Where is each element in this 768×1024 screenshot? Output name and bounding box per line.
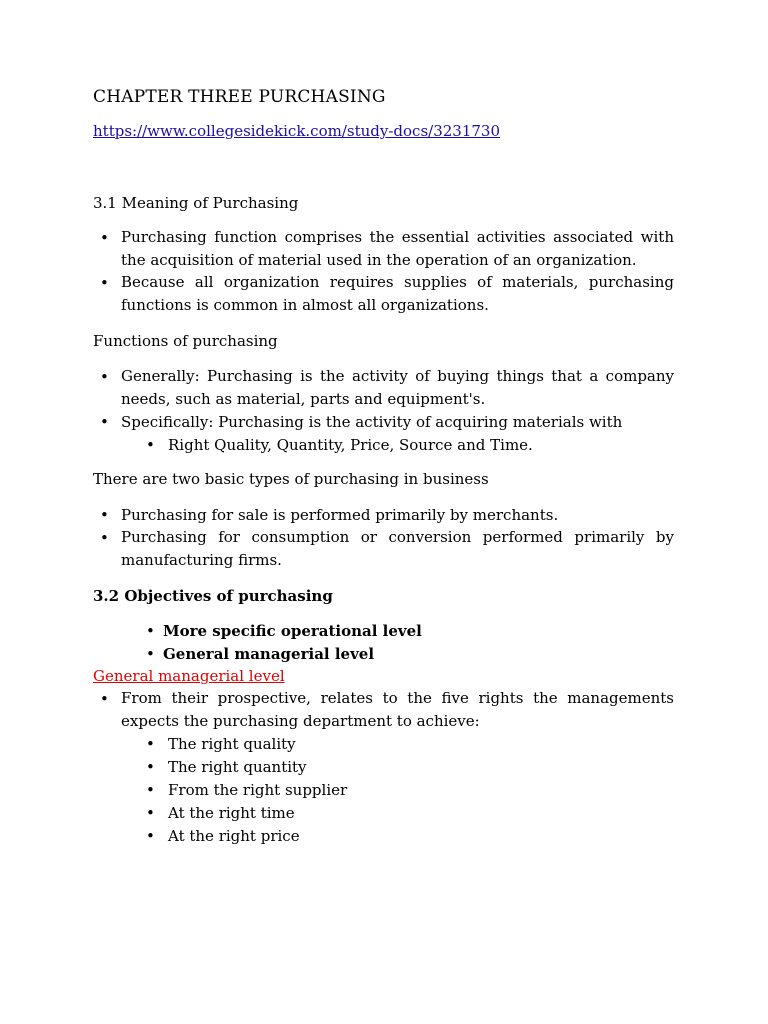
list-item: Purchasing for consumption or conversion performed primarily by manufacturing firms. xyxy=(121,528,674,569)
functions-heading: Functions of purchasing xyxy=(93,332,278,350)
chapter-title: CHAPTER THREE PURCHASING xyxy=(93,87,386,107)
bullet-icon: • xyxy=(146,622,155,640)
bullet-icon: • xyxy=(100,229,109,247)
list-item: More specific operational level xyxy=(163,622,422,640)
list-item: Generally: Purchasing is the activity of buying things that a company needs, such as material, parts and equipment's. xyxy=(121,367,674,408)
sub-list-item: The right quantity xyxy=(168,758,307,776)
types-heading: There are two basic types of purchasing in business xyxy=(93,470,489,488)
list-item: Purchasing for sale is performed primarily by merchants. xyxy=(121,506,559,524)
list-item: General managerial level xyxy=(163,645,375,663)
bullet-icon: • xyxy=(146,758,155,776)
general-managerial-heading: General managerial level xyxy=(93,667,285,685)
bullet-icon: • xyxy=(100,529,109,547)
bullet-icon: • xyxy=(100,274,109,292)
bullet-icon: • xyxy=(146,735,155,753)
bullet-icon: • xyxy=(146,827,155,845)
bullet-icon: • xyxy=(100,368,109,386)
section-3-1-heading: 3.1 Meaning of Purchasing xyxy=(93,194,299,212)
bullet-icon: • xyxy=(100,506,109,524)
section-3-2-heading: 3.2 Objectives of purchasing xyxy=(93,587,333,605)
bullet-icon: • xyxy=(146,804,155,822)
bullet-icon: • xyxy=(146,781,155,799)
bullet-icon: • xyxy=(146,436,155,454)
bullet-icon: • xyxy=(100,690,109,708)
list-item: Purchasing function comprises the essential activities associated with the acquisition of material used in the operation of an organization. xyxy=(121,228,674,269)
sub-list-item: At the right time xyxy=(168,804,295,822)
bullet-icon: • xyxy=(100,413,109,431)
sub-list-item: Right Quality, Quantity, Price, Source and Time. xyxy=(168,436,533,454)
sub-list-item: The right quality xyxy=(168,735,296,753)
list-item: From their prospective, relates to the five rights the managements expects the purchasing department to achieve: xyxy=(121,689,674,730)
sub-list-item: From the right supplier xyxy=(168,781,348,799)
list-item: Specifically: Purchasing is the activity of acquiring materials with xyxy=(121,413,623,431)
bullet-icon: • xyxy=(146,645,155,663)
list-item: Because all organization requires supplies of materials, purchasing functions is common in almost all organizations. xyxy=(121,273,674,314)
sub-list-item: At the right price xyxy=(168,827,300,845)
source-link[interactable]: https://www.collegesidekick.com/study-docs/3231730 xyxy=(93,122,501,140)
